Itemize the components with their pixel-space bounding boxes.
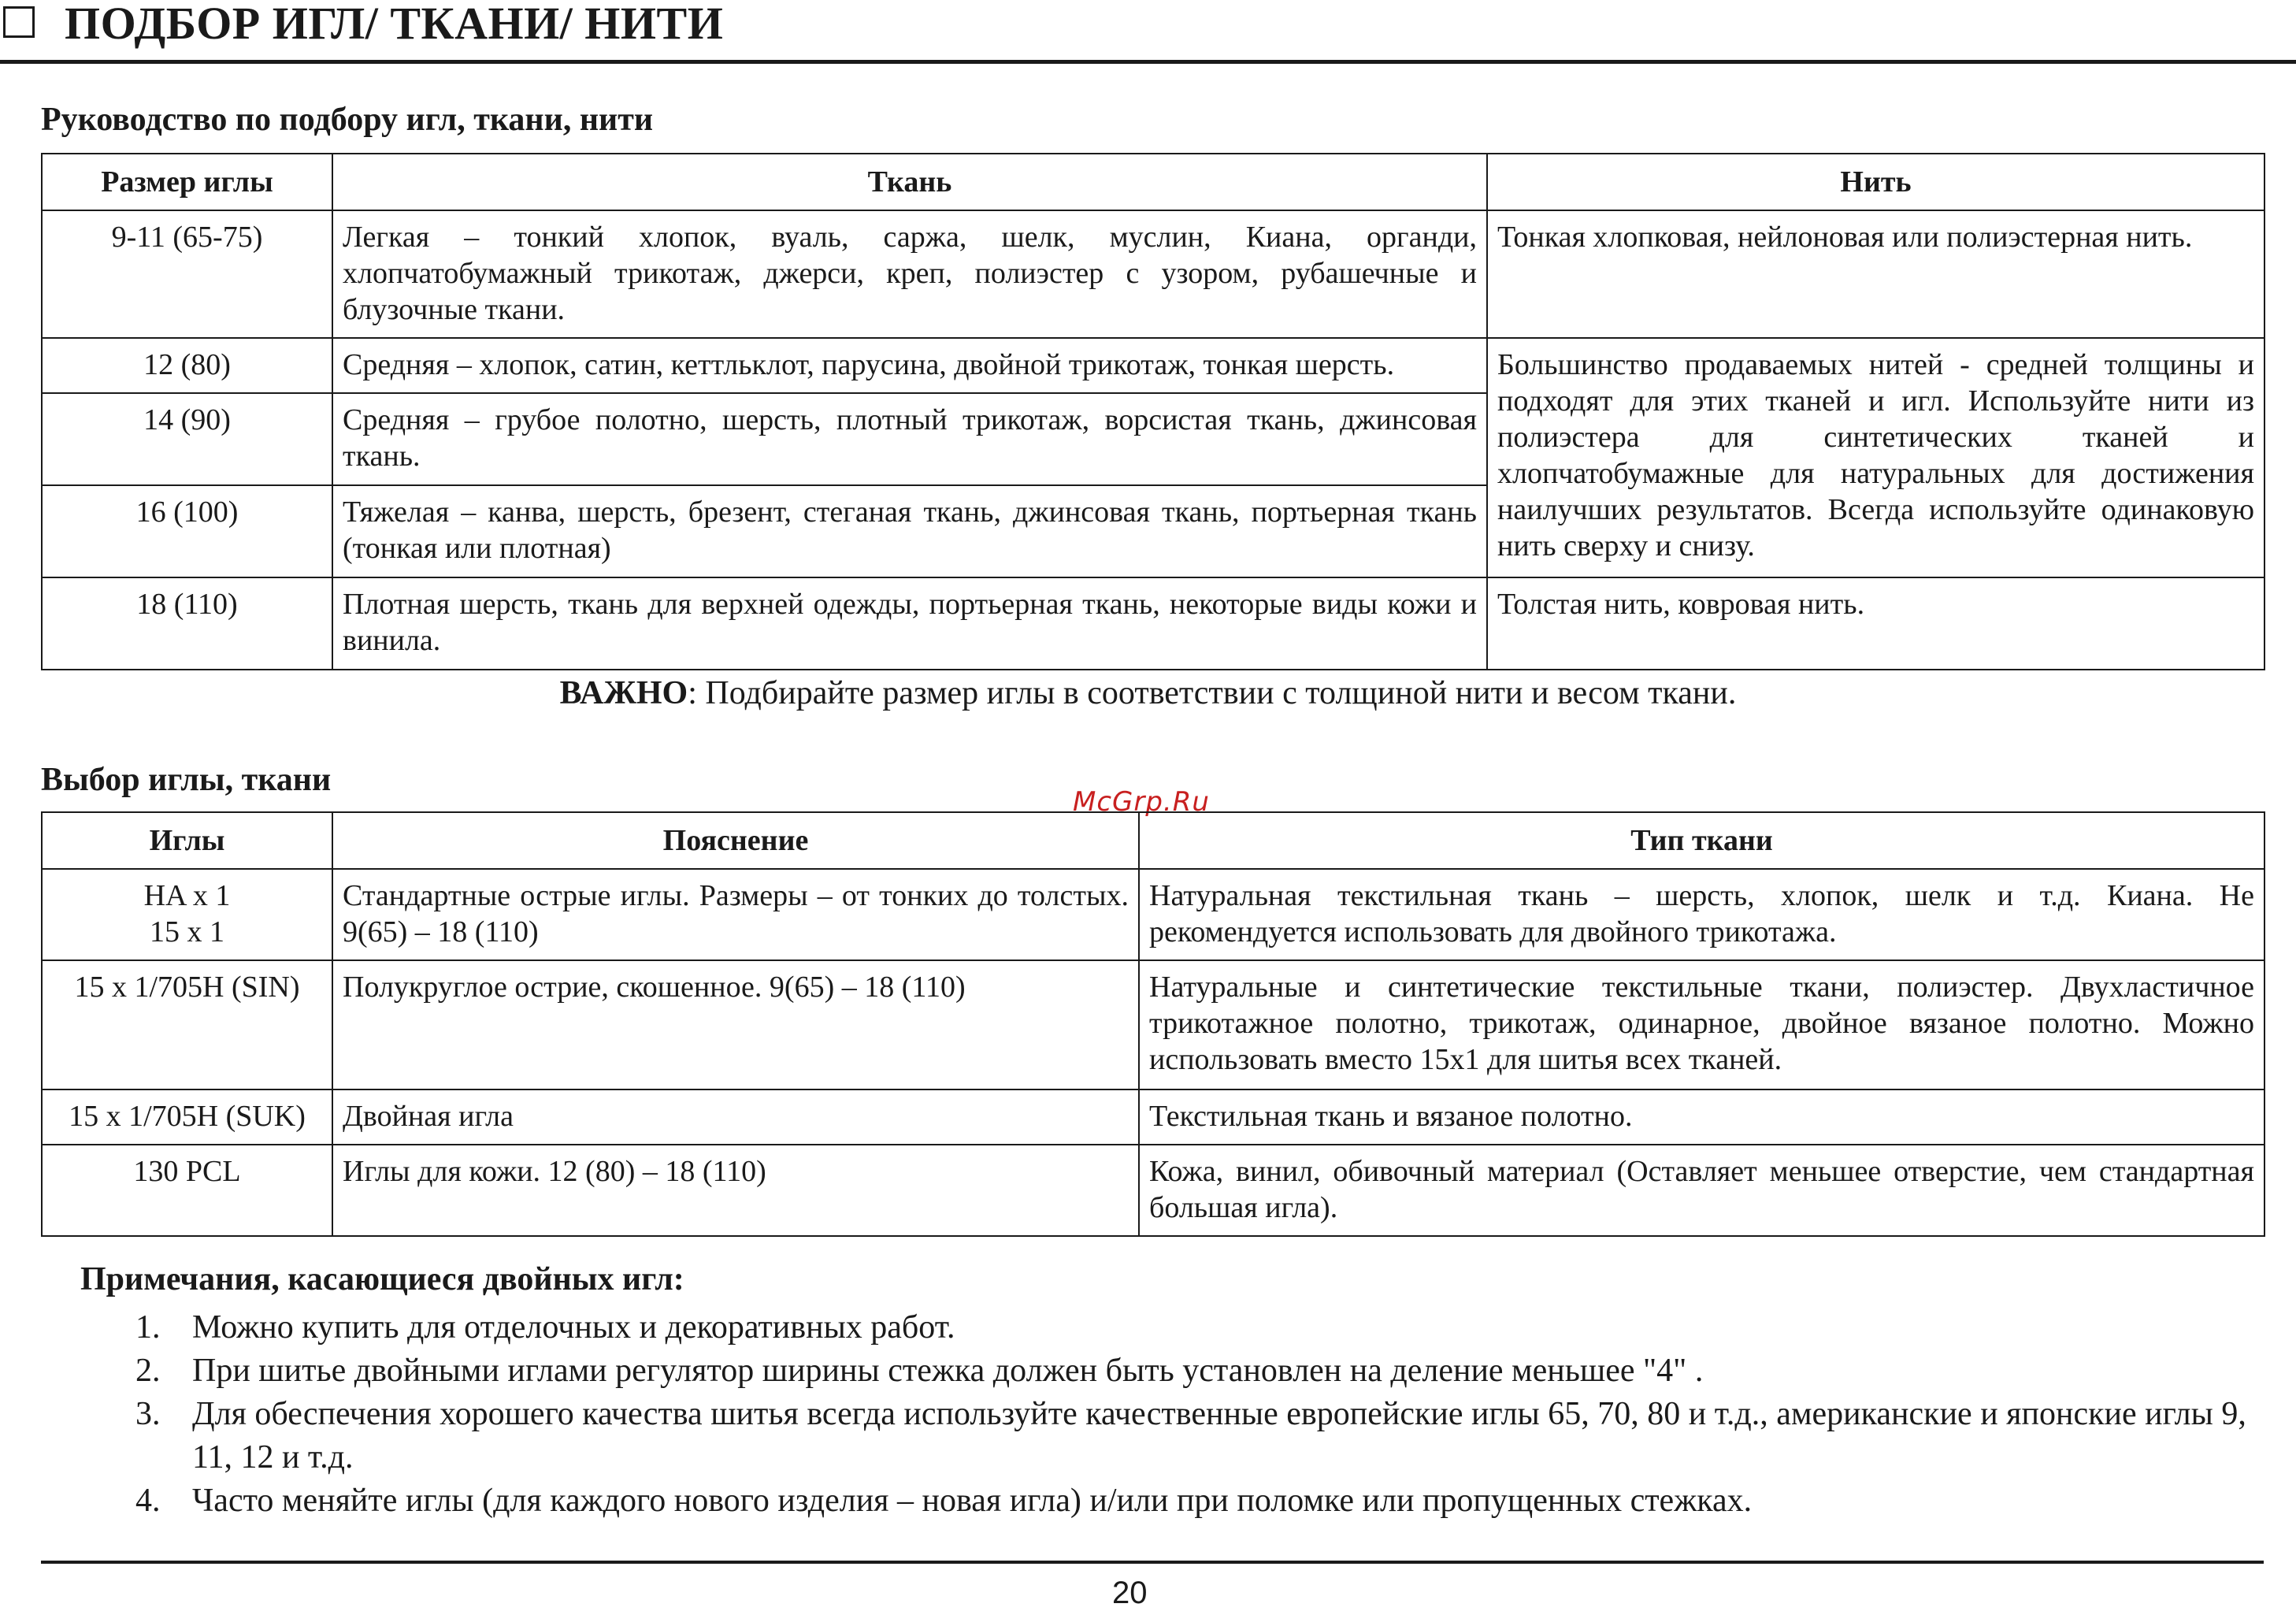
fabric-cell: Тяжелая – канва, шерсть, брезент, стеганая ткань, джинсовая ткань, портьерная ткань (тонкая или плотная) (332, 485, 1487, 577)
column-header-size: Размер иглы (42, 154, 332, 210)
table-header-row (42, 154, 2264, 210)
table-row (42, 1089, 2264, 1145)
column-header-needles: Иглы (42, 812, 332, 869)
fabric-cell: Средняя – хлопок, сатин, кеттльклот, парусина, двойной трикотаж, тонкая шерсть. (332, 338, 1487, 393)
checkbox-square-icon (3, 6, 35, 38)
fabric-cell: Плотная шерсть, ткань для верхней одежды, портьерная ткань, некоторые виды кожи и винила. (332, 577, 1487, 670)
watermark: McGrp.Ru (1073, 786, 1210, 818)
page-title: ПОДБОР ИГЛ/ ТКАНИ/ НИТИ (65, 0, 724, 49)
note-text: Часто меняйте иглы (для каждого нового изделия – новая игла) и/или при поломке или пропущенных стежках. (192, 1483, 1753, 1519)
list-item (135, 1349, 2262, 1393)
note-text: Для обеспечения хорошего качества шитья всегда используйте качественные европейские иглы 65, 70, 80 и т.д., американские и японские иглы 9, 11, 12 и т.д. (192, 1396, 2246, 1476)
thread-cell: Толстая нить, ковровая нить. (1487, 577, 2264, 670)
fabric-cell: Средняя – грубое полотно, шерсть, плотный трикотаж, ворсистая ткань, джинсовая ткань. (332, 393, 1487, 485)
notes-title: Примечания, касающиеся двойных игл: (80, 1261, 684, 1297)
needle-type-line: 15 x 1 (150, 915, 224, 948)
footer-divider (41, 1561, 2264, 1564)
needle-size-cell: 18 (110) (42, 577, 332, 670)
note-number: 4. (135, 1483, 161, 1519)
section-title-selection: Выбор иглы, ткани (41, 762, 332, 798)
column-header-fabric: Ткань (332, 154, 1487, 210)
list-item (135, 1479, 2262, 1523)
note-number: 1. (135, 1309, 161, 1346)
page-number: 20 (1112, 1576, 1148, 1610)
needle-type-cell: 130 PCL (42, 1145, 332, 1236)
table-header-row (42, 812, 2264, 869)
note-number: 2. (135, 1353, 161, 1389)
note-text: Можно купить для отделочных и декоративных работ. (192, 1309, 955, 1346)
table-row (42, 869, 2264, 960)
column-header-fabric-type: Тип ткани (1139, 812, 2264, 869)
table-row (42, 338, 2264, 393)
column-header-thread: Нить (1487, 154, 2264, 210)
header-divider (0, 60, 2296, 64)
needle-type-line: HA x 1 (143, 879, 231, 912)
table-row (42, 577, 2264, 670)
fabric-type-cell: Текстильная ткань и вязаное полотно. (1139, 1089, 2264, 1145)
fabric-type-cell: Натуральная текстильная ткань – шерсть, хлопок, шелк и т.д. Киана. Не рекомендуется использовать для двойного трикотажа. (1139, 869, 2264, 960)
needle-fabric-thread-table (41, 153, 2265, 670)
table-row (42, 960, 2264, 1089)
important-label: ВАЖНО (559, 675, 688, 711)
column-header-explanation: Пояснение (332, 812, 1139, 869)
needle-size-cell: 12 (80) (42, 338, 332, 393)
page-header (0, 0, 2296, 65)
section-title-guide: Руководство по подбору игл, ткани, нити (41, 102, 654, 138)
table-row (42, 210, 2264, 338)
needle-size-cell: 9-11 (65-75) (42, 210, 332, 338)
needle-type-cell (42, 869, 332, 960)
needle-type-cell: 15 x 1/705H (SUK) (42, 1089, 332, 1145)
fabric-type-cell: Натуральные и синтетические текстильные ткани, полиэстер. Двухластичное трикотажное полотно, трикотаж, одинарное, двойное вязаное полотно. Можно использовать вместо 15x1 для шитья всех тканей. (1139, 960, 2264, 1089)
note-text: При шитье двойными иглами регулятор ширины стежка должен быть установлен на деление меньшее "4" . (192, 1353, 1704, 1389)
needle-type-cell: 15 x 1/705H (SIN) (42, 960, 332, 1089)
note-number: 3. (135, 1396, 161, 1432)
needle-size-cell: 14 (90) (42, 393, 332, 485)
fabric-type-cell: Кожа, винил, обивочный материал (Оставляет меньшее отверстие, чем стандартная большая игла). (1139, 1145, 2264, 1236)
notes-list (135, 1306, 2262, 1523)
needle-size-cell: 16 (100) (42, 485, 332, 577)
needle-selection-table (41, 811, 2265, 1237)
explanation-cell: Иглы для кожи. 12 (80) – 18 (110) (332, 1145, 1139, 1236)
explanation-cell: Стандартные острые иглы. Размеры – от тонких до толстых. 9(65) – 18 (110) (332, 869, 1139, 960)
explanation-cell: Двойная игла (332, 1089, 1139, 1145)
table-row (42, 1145, 2264, 1236)
explanation-cell: Полукруглое острие, скошенное. 9(65) – 18 (110) (332, 960, 1139, 1089)
thread-cell: Тонкая хлопковая, нейлоновая или полиэстерная нить. (1487, 210, 2264, 338)
fabric-cell: Легкая – тонкий хлопок, вуаль, саржа, шелк, муслин, Киана, органди, хлопчатобумажный трикотаж, джерси, креп, полиэстер с узором, рубашечные и блузочные ткани. (332, 210, 1487, 338)
important-note (0, 674, 2296, 712)
important-text: : Подбирайте размер иглы в соответствии с толщиной нити и весом ткани. (688, 675, 1737, 711)
list-item (135, 1393, 2262, 1479)
thread-cell: Большинство продаваемых нитей - средней толщины и подходят для этих тканей и игл. Используйте нити из полиэстера для синтетических тканей и хлопчатобумажные для натуральных для достижения наилучших результатов. Всегда используйте одинаковую нить сверху и снизу. (1487, 338, 2264, 577)
list-item (135, 1306, 2262, 1349)
